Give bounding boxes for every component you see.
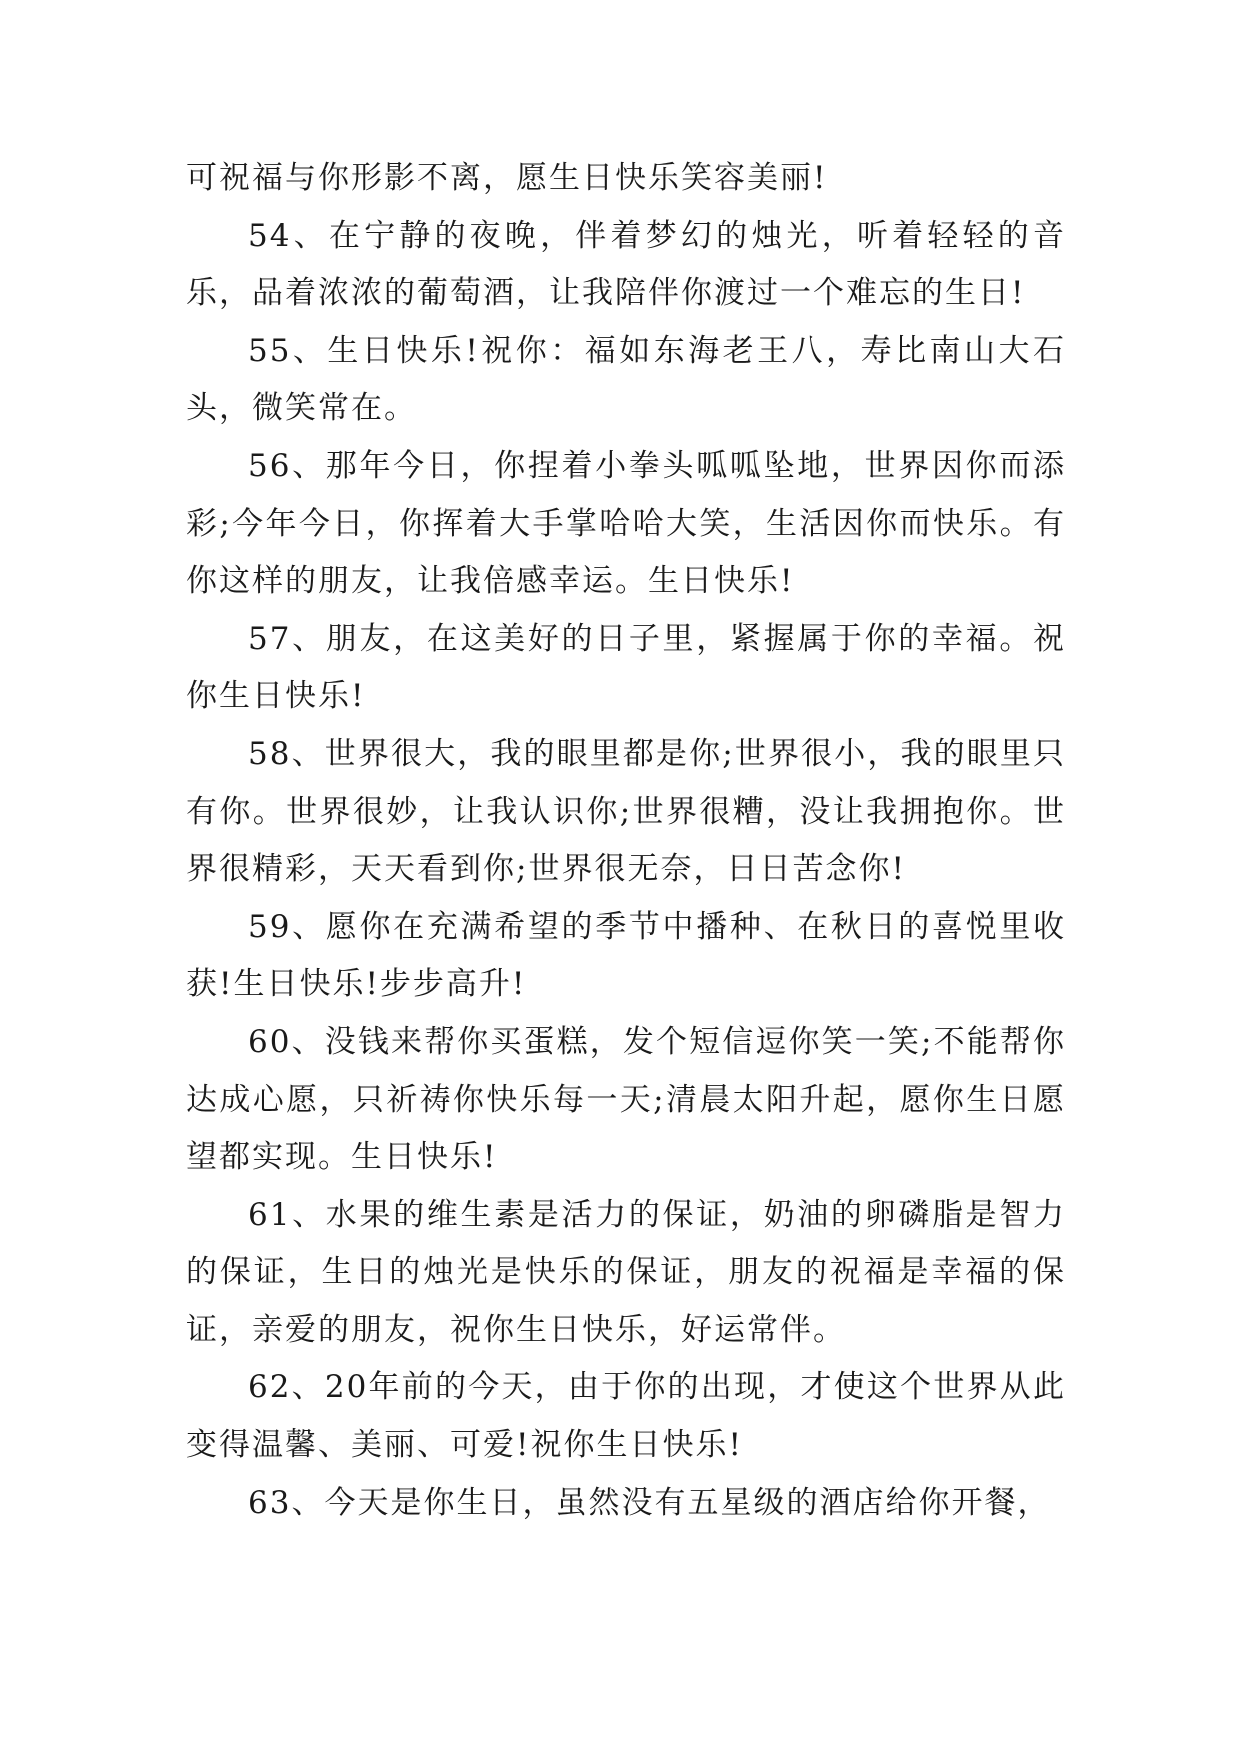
paragraph-57: 57、朋友，在这美好的日子里，紧握属于你的幸福。祝你生日快乐! [186,620,1066,715]
paragraph-55: 55、生日快乐!祝你：福如东海老王八，寿比南山大石头，微笑常在。 [186,332,1066,427]
document-body [186,150,1066,1532]
paragraph-56: 56、那年今日，你捏着小拳头呱呱坠地，世界因你而添彩;今年今日，你挥着大手掌哈哈大笑，生活因你而快乐。有你这样的朋友，让我倍感幸运。生日快乐! [186,447,1066,600]
paragraph-58: 58、世界很大，我的眼里都是你;世界很小，我的眼里只有你。世界很妙，让我认识你;世界很糟，没让我拥抱你。世界很精彩，天天看到你;世界很无奈，日日苦念你! [186,735,1066,888]
paragraph-60: 60、没钱来帮你买蛋糕，发个短信逗你笑一笑;不能帮你达成心愿，只祈祷你快乐每一天;清晨太阳升起，愿你生日愿望都实现。生日快乐! [186,1023,1066,1176]
paragraph-54: 54、在宁静的夜晚，伴着梦幻的烛光，听着轻轻的音乐，品着浓浓的葡萄酒，让我陪伴你渡过一个难忘的生日! [186,217,1066,312]
paragraph-59: 59、愿你在充满希望的季节中播种、在秋日的喜悦里收获!生日快乐!步步高升! [186,908,1066,1003]
paragraph-63: 63、今天是你生日，虽然没有五星级的酒店给你开餐， [248,1484,1051,1521]
paragraph-62: 62、20年前的今天，由于你的出现，才使这个世界从此变得温馨、美丽、可爱!祝你生日快乐! [186,1369,1066,1464]
paragraph-61: 61、水果的维生素是活力的保证，奶油的卵磷脂是智力的保证，生日的烛光是快乐的保证，朋友的祝福是幸福的保证，亲爱的朋友，祝你生日快乐，好运常伴。 [186,1196,1066,1348]
paragraph-continuation: 可祝福与你形影不离，愿生日快乐笑容美丽! [186,160,828,196]
